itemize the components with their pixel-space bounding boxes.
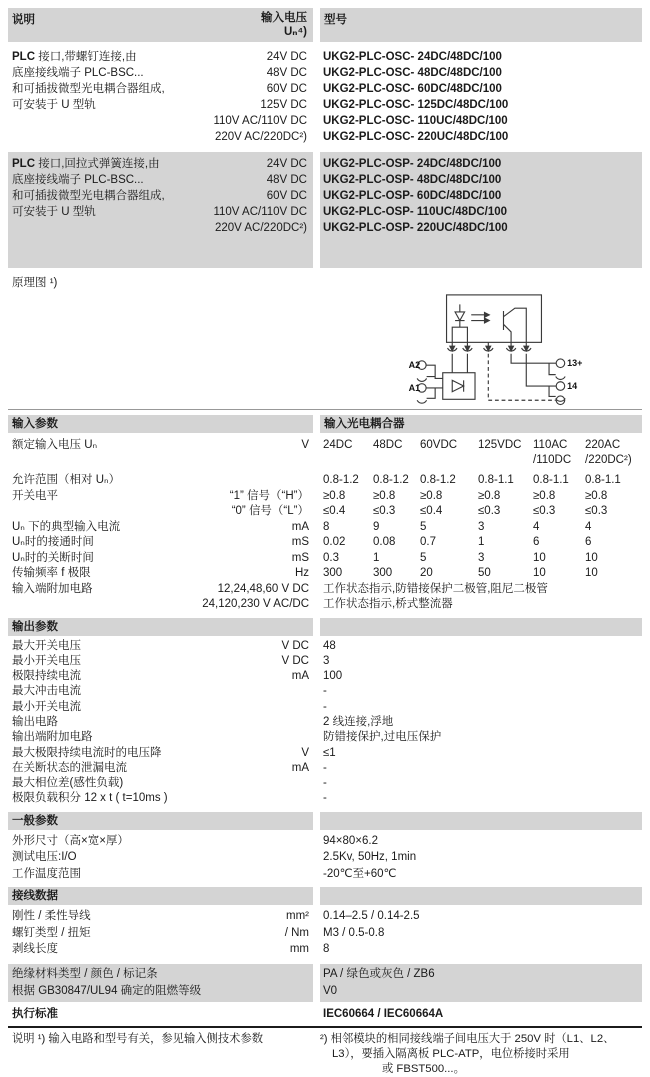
model-number: UKG2-PLC-OSC- 110UC/48DC/100: [323, 115, 508, 127]
cell-value: 6: [585, 536, 592, 548]
row-unit: “1” 信号（“H”）: [229, 489, 309, 502]
row-unit: mS: [291, 536, 309, 548]
model-number: UKG2-PLC-OSC- 125DC/48DC/100: [323, 99, 509, 111]
row-value: -: [323, 761, 327, 774]
cell-value: ≤0.3: [478, 505, 501, 517]
cell-value: 0.08: [373, 536, 396, 548]
section-band-empty: [320, 887, 642, 905]
cell-value: 10: [533, 551, 546, 564]
table-row: [8, 639, 642, 654]
schematic-label: 原理图 ¹): [12, 277, 58, 289]
table-row: [8, 746, 642, 761]
description-text: 接口,带螺钉连接,由: [35, 51, 137, 63]
cell-value: 0.8-1.2: [373, 474, 409, 486]
table-row: [8, 866, 642, 883]
model-number: UKG2-PLC-OSP- 48DC/48DC/100: [323, 174, 502, 186]
voltage-value: 48V DC: [266, 174, 307, 186]
model-list: [320, 152, 642, 268]
cell-value: 0.8-1.1: [585, 474, 621, 486]
row-unit: [305, 776, 309, 791]
row-unit: “0” 信号（“L”）: [231, 505, 309, 517]
cell-value: ≤0.4: [323, 505, 346, 517]
table-header: [8, 8, 642, 42]
cell-value: 5: [420, 551, 427, 564]
cell-value: ≤0.3: [585, 505, 608, 517]
table-row: [8, 597, 642, 613]
model-number: UKG2-PLC-OSC- 24DC/48DC/100: [323, 51, 502, 63]
row-value: 8: [323, 943, 330, 956]
row-label: 输入端附加电路: [12, 582, 93, 595]
section-output-parameters: [8, 613, 642, 636]
model-number: UKG2-PLC-OSP- 60DC/48DC/100: [323, 190, 502, 202]
row-label: 在关断状态的泄漏电流: [12, 761, 127, 774]
row-label: 根据 GB30847/UL94 确定的阻燃等级: [12, 984, 202, 997]
footnote-left: 说明 ¹) 输入电路和型号有关，参见输入侧技术参数: [12, 1032, 264, 1045]
cell-value: ≥0.8: [533, 489, 556, 502]
voltage-value: 110V AC/110V DC: [213, 206, 307, 218]
row-label: 最大极限持续电流时的电压降: [12, 746, 162, 759]
description-bold: PLC: [12, 51, 35, 63]
terminal-label-14: 14: [567, 380, 578, 391]
row-label: 最大相位差(感性负载): [12, 777, 124, 790]
cell-value: ≥0.8: [420, 489, 443, 502]
voltage-value: 60V DC: [266, 190, 307, 202]
row-label: 螺钉类型 / 扭矩: [12, 926, 91, 939]
row-unit: 12,24,48,60 V DC: [217, 582, 309, 595]
product-block-osc: [8, 49, 642, 145]
table-row: [8, 520, 642, 536]
model-list: [320, 49, 642, 145]
row-unit: V DC: [281, 639, 309, 652]
description-line: 可安装于 U 型轨: [12, 206, 96, 218]
section-band-empty: [320, 812, 642, 830]
row-label: 输出电路: [12, 715, 58, 728]
row-label: Uₙ 下的典型输入电流: [12, 520, 121, 533]
voltage-value: 48V DC: [266, 67, 307, 79]
table-row: [8, 566, 642, 582]
section-input-parameters: [8, 410, 642, 433]
description-line: 和可插拔微型光电耦合器组成,: [12, 190, 165, 202]
row-label: 输出端附加电路: [12, 731, 93, 744]
insulation-values: [320, 964, 642, 1002]
header-left-band: [8, 8, 313, 42]
section-title-input: 输入参数: [8, 415, 313, 433]
row-label: 开关电平: [12, 489, 58, 502]
row-unit: [305, 791, 309, 806]
cell-value: 4: [585, 520, 592, 533]
footnote-line: 或 FBST500...。: [382, 1062, 465, 1075]
section-general-parameters: [8, 807, 642, 830]
cell-value: 3: [478, 520, 485, 533]
cell-value: 60VDC: [420, 439, 458, 451]
row-value: 工作状态指示,防错接保护二极管,阻尼二极管: [323, 582, 548, 595]
row-label: 额定输入电压 Uₙ: [12, 439, 98, 451]
product-description: [12, 156, 165, 268]
standards-row: [8, 1006, 642, 1023]
column-header-model: 型号: [324, 14, 347, 26]
row-value: M3 / 0.5-0.8: [323, 926, 385, 939]
table-row: [8, 669, 642, 684]
description-line: 底座接线端子 PLC-BSC...: [12, 67, 144, 79]
description-line: 和可插拔微型光电耦合器组成,: [12, 83, 165, 95]
column-header-voltage: [261, 11, 307, 39]
table-row: [8, 535, 642, 551]
row-unit: [305, 715, 309, 730]
row-label: 剥线长度: [12, 943, 58, 956]
terminal-label-13: 13+: [567, 358, 583, 369]
model-number: UKG2-PLC-OSC- 220UC/48DC/100: [323, 131, 509, 143]
cell-value: 6: [533, 536, 540, 548]
row-unit: mm: [289, 943, 309, 956]
row-value: -: [323, 685, 327, 698]
cell-value: 10: [533, 567, 546, 579]
table-row: [8, 654, 642, 669]
row-label: 刚性 / 柔性导线: [12, 910, 91, 923]
row-unit: mm²: [286, 910, 309, 923]
table-row: [8, 849, 642, 866]
table-row: [8, 776, 642, 791]
row-value: -: [323, 700, 327, 713]
column-headers: [320, 438, 642, 468]
section-title-general: 一般参数: [8, 812, 313, 830]
cell-value: 220AC /220DC²): [585, 439, 632, 466]
cell-value: 125VDC: [478, 439, 522, 451]
cell-value: 50: [478, 567, 491, 579]
row-label: 最大开关电压: [12, 639, 81, 652]
table-row: [8, 700, 642, 715]
cell-value: ≤0.3: [533, 505, 556, 517]
row-value: 0.14–2.5 / 0.14-2.5: [323, 910, 420, 923]
cell-value: 0.8-1.2: [323, 474, 359, 486]
terminal-label-a1: A1: [408, 382, 421, 393]
section-title-wiring: 接线数据: [8, 887, 313, 905]
cell-value: 0.3: [323, 551, 339, 564]
row-unit: [305, 473, 309, 489]
footnote-line: L3），要插入隔离板 PLC-ATP，电位桥接时采用: [332, 1047, 570, 1060]
cell-value: 300: [373, 567, 393, 579]
row-label: Uₙ时的接通时间: [12, 536, 94, 548]
voltage-value: 220V AC/220DC²): [214, 131, 307, 143]
cell-value: 9: [373, 520, 380, 533]
row-unit: [305, 700, 309, 715]
row-value: 防错接保护,过电压保护: [323, 731, 442, 744]
table-row: [8, 941, 642, 958]
section-title-input-right: 输入光电耦合器: [320, 415, 642, 433]
header-right-band: [320, 8, 642, 42]
table-row: [8, 908, 642, 925]
cell-value: ≥0.8: [478, 489, 501, 502]
cell-value: 110AC /110DC: [533, 439, 572, 466]
row-label: Uₙ时的关断时间: [12, 551, 94, 564]
table-row: [8, 582, 642, 598]
cell-value: ≥0.8: [373, 489, 396, 502]
table-row: [8, 473, 642, 489]
cell-value: 4: [533, 520, 540, 533]
cell-value: ≥0.8: [585, 489, 608, 502]
row-unit: Hz: [294, 567, 309, 579]
row-unit: mA: [291, 761, 309, 774]
voltage-value: 60V DC: [266, 83, 307, 95]
voltage-value: 24V DC: [266, 158, 307, 170]
table-row: [8, 761, 642, 776]
table-row: [8, 730, 642, 745]
cell-value: 48DC: [373, 439, 403, 451]
model-number: UKG2-PLC-OSC- 60DC/48DC/100: [323, 83, 502, 95]
cell-value: 1: [373, 551, 380, 564]
table-row: [8, 489, 642, 505]
row-value: 2 线连接,浮地: [323, 715, 394, 728]
model-number: UKG2-PLC-OSP- 110UC/48DC/100: [323, 206, 508, 218]
row-value: 94×80×6.2: [323, 834, 379, 847]
terminal-label-a2: A2: [408, 359, 421, 370]
row-label: 极限持续电流: [12, 670, 81, 683]
insulation-band: [8, 964, 642, 1002]
row-value: PA / 绿色或灰色 / ZB6: [323, 967, 435, 980]
voltage-list: [213, 156, 309, 268]
cell-value: 0.02: [323, 536, 346, 548]
description-line: 底座接线端子 PLC-BSC...: [12, 174, 144, 186]
table-row: [8, 551, 642, 567]
row-label: 最小开关电压: [12, 654, 81, 667]
row-unit: [305, 849, 309, 866]
row-unit: mS: [291, 551, 309, 564]
cell-value: 0.8-1.1: [533, 474, 569, 486]
row-value: ≤1: [323, 746, 336, 759]
cell-value: 8: [323, 520, 330, 533]
row-label: 极限负载积分 12 x t ( t=10ms ): [12, 792, 168, 805]
row-value: -: [323, 777, 327, 790]
model-number: UKG2-PLC-OSP- 24DC/48DC/100: [323, 158, 502, 170]
row-unit: / Nm: [284, 926, 309, 939]
voltage-header-line2: Uₙ⁴): [283, 26, 307, 38]
cell-value: 10: [585, 567, 598, 579]
model-number: UKG2-PLC-OSP- 220UC/48DC/100: [323, 222, 508, 234]
row-unit: [305, 833, 309, 850]
row-label: 工作温度范围: [12, 867, 81, 880]
row-label: 最大冲击电流: [12, 685, 81, 698]
row-value: 工作状态指示,桥式整流器: [323, 598, 453, 610]
voltage-value: 110V AC/110V DC: [213, 115, 307, 127]
footnote-right: [320, 1032, 642, 1077]
section-title-output: 输出参数: [8, 618, 313, 636]
section-wiring-data: [8, 882, 642, 905]
voltage-value: 125V DC: [260, 99, 307, 111]
table-row: [8, 684, 642, 699]
row-unit: mA: [291, 520, 309, 533]
table-row: [8, 791, 642, 806]
row-unit: 24,120,230 V AC/DC: [202, 598, 309, 610]
cell-value: 0.8-1.2: [420, 474, 456, 486]
row-label: 外形尺寸（高×宽×厚）: [12, 834, 129, 847]
column-gutter: [313, 964, 320, 1002]
row-unit: V: [301, 746, 309, 759]
description-line: 可安装于 U 型轨: [12, 99, 96, 111]
cell-value: 0.7: [420, 536, 436, 548]
row-unit: mA: [291, 670, 309, 683]
voltage-value: 220V AC/220DC²): [214, 222, 307, 234]
row-value: 48: [323, 639, 336, 652]
voltage-list: [213, 49, 309, 145]
cell-value: 0.8-1.1: [478, 474, 514, 486]
row-unit: V: [301, 439, 309, 451]
insulation-labels: [8, 964, 313, 1002]
row-value: 3: [323, 654, 330, 667]
voltage-value: 24V DC: [266, 51, 307, 63]
section-band-empty: [320, 618, 642, 636]
row-value: -: [323, 792, 327, 805]
cell-value: 5: [420, 520, 427, 533]
cell-value: 24DC: [323, 439, 353, 451]
cell-value: 20: [420, 567, 433, 579]
row-unit: V DC: [281, 654, 309, 667]
row-label: 传输频率 f 极限: [12, 567, 91, 579]
table-row: [8, 833, 642, 850]
row-value: -20℃至+60℃: [323, 867, 397, 880]
voltage-header-line1: 输入电压: [261, 12, 307, 24]
table-row: [8, 925, 642, 942]
footnote-line: ²) 相邻模块的相同接线端子间电压大于 250V 时（L1、L2、: [320, 1032, 615, 1045]
cell-value: 3: [478, 551, 485, 564]
schematic-diagram: [404, 293, 584, 405]
table-row: [8, 715, 642, 730]
row-value: 100: [323, 670, 343, 683]
row-label: 最小开关电流: [12, 700, 81, 713]
table-row: [8, 438, 642, 468]
row-label: 执行标准: [12, 1007, 58, 1020]
row-value: IEC60664 / IEC60664A: [323, 1007, 444, 1020]
row-value: V0: [323, 984, 338, 997]
schematic-figure: [404, 293, 642, 405]
row-value: 2.5Kv, 50Hz, 1min: [323, 851, 417, 864]
model-number: UKG2-PLC-OSC- 48DC/48DC/100: [323, 67, 502, 79]
cell-value: 10: [585, 551, 598, 564]
row-label: 绝缘材料类型 / 颜色 / 标记条: [12, 967, 158, 980]
cell-value: 1: [478, 536, 485, 548]
table-row: [8, 504, 642, 520]
description-line: [12, 156, 165, 172]
product-description: [12, 49, 165, 145]
footnotes: [8, 1026, 642, 1077]
description-line: [12, 49, 165, 65]
row-unit: [305, 730, 309, 745]
row-label: 测试电压:I/O: [12, 851, 77, 864]
column-header-description: 说明: [12, 14, 35, 26]
cell-value: ≤0.3: [373, 505, 396, 517]
row-unit: [305, 684, 309, 699]
description-text: 接口,回拉式弹簧连接,由: [35, 158, 160, 170]
row-unit: [305, 866, 309, 883]
row-label: 允许范围（相对 Uₙ）: [12, 474, 121, 486]
product-block-osp: [8, 152, 642, 268]
description-bold: PLC: [12, 158, 35, 170]
cell-value: 300: [323, 567, 343, 579]
cell-value: ≤0.4: [420, 505, 443, 517]
cell-value: ≥0.8: [323, 489, 346, 502]
